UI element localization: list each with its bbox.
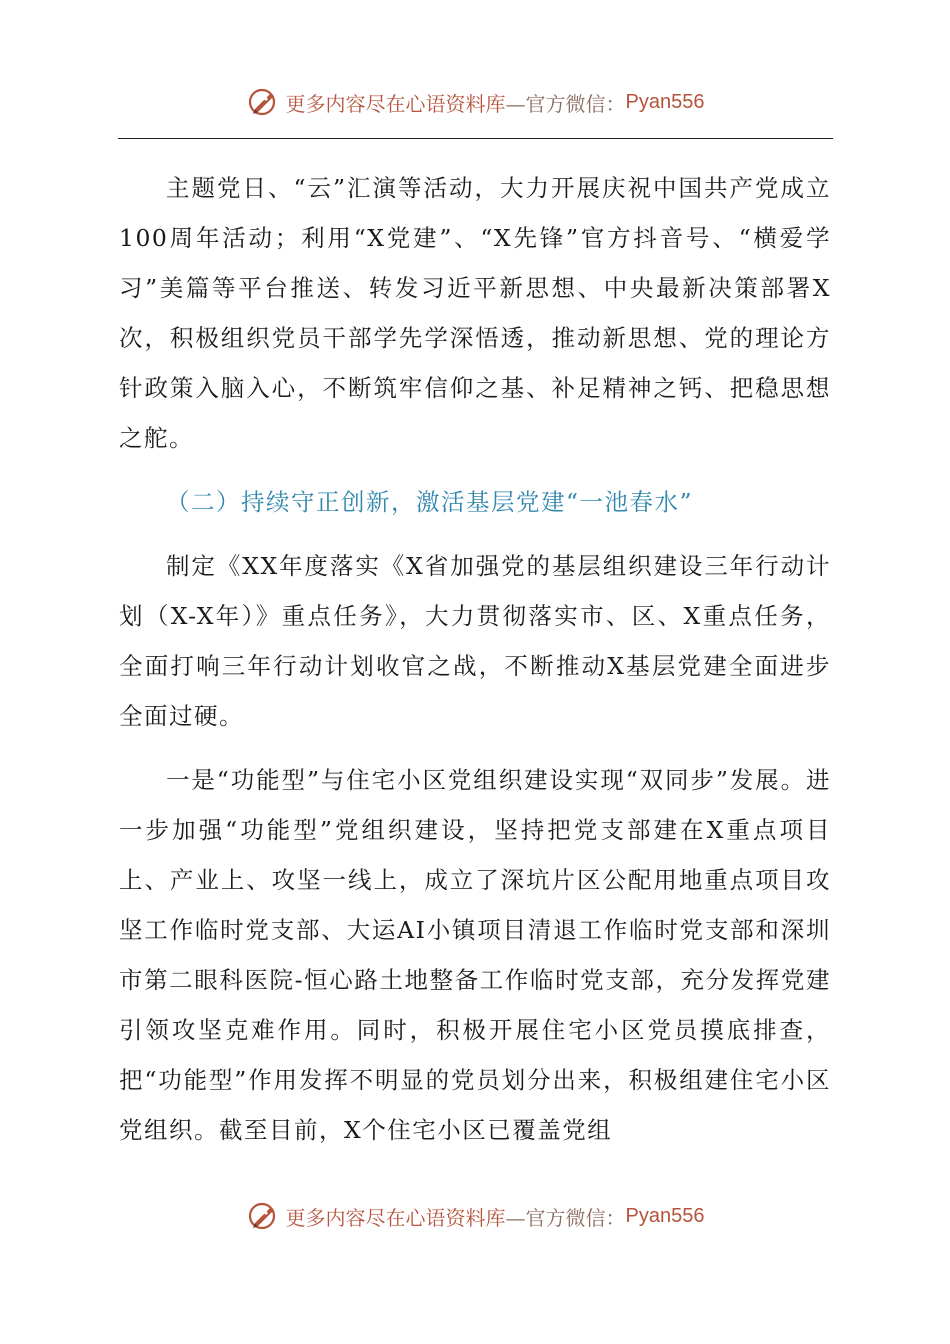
footer-banner-id: Pyan556 (625, 1204, 705, 1227)
header-divider (118, 138, 833, 139)
header-banner-id: Pyan556 (625, 90, 705, 113)
header-banner-tail: —官方微信： (505, 91, 626, 116)
pen-logo-icon (246, 85, 280, 119)
pen-logo-icon (246, 1199, 280, 1233)
footer-banner-lead: 更多内容尽在心语资料库 (285, 1205, 506, 1230)
header-banner-lead: 更多内容尽在心语资料库 (285, 91, 506, 116)
footer-banner (0, 1196, 950, 1236)
document-body (119, 163, 831, 1155)
paragraph-continued: 主题党日、“云”汇演等活动，大力开展庆祝中国共产党成立100周年活动；利用“X党建”、“X先锋”官方抖音号、“横爱学习”美篇等平台推送、转发习近平新思想、中央最新决策部署X次，积极组织党员干部学先学深悟透，推动新思想、党的理论方针政策入脑入心，不断筑牢信仰之基、补足精神之钙、把稳思想之舵。 (119, 174, 831, 452)
section-heading: （二）持续守正创新，激活基层党建“一池春水” (166, 488, 694, 516)
paragraph-point-one: 一是“功能型”与住宅小区党组织建设实现“双同步”发展。进一步加强“功能型”党组织建设，坚持把党支部建在X重点项目上、产业上、攻坚一线上，成立了深坑片区公配用地重点项目攻坚工作临时党支部、大运AI小镇项目清退工作临时党支部和深圳市第二眼科医院-恒心路土地整备工作临时党支部，充分发挥党建引领攻坚克难作用。同时，积极开展住宅小区党员摸底排查，把“功能型”作用发挥不明显的党员划分出来，积极组建住宅小区党组织。截至目前，X个住宅小区已覆盖党组 (119, 766, 831, 1144)
paragraph-plan: 制定《XX年度落实《X省加强党的基层组织建设三年行动计划（X-X年）》重点任务》，大力贯彻落实市、区、X重点任务，全面打响三年行动计划收官之战，不断推动X基层党建全面进步全面过硬。 (119, 552, 831, 730)
header-banner (0, 82, 950, 122)
footer-banner-tail: —官方微信： (505, 1205, 626, 1230)
